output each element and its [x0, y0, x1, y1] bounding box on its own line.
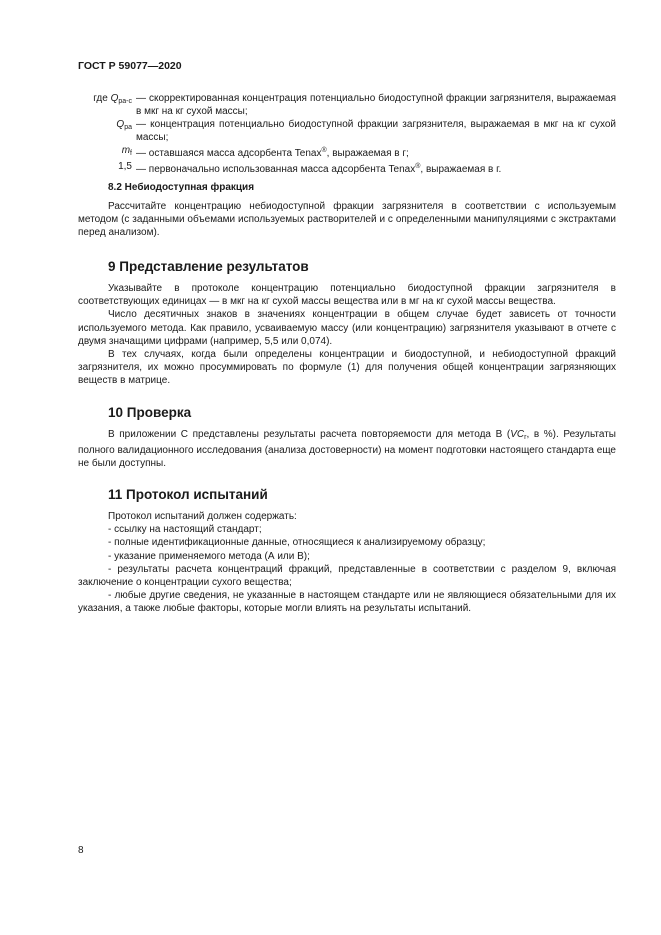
paragraph-part: В приложении С представлены результаты расчета повторяемости для метода В (	[108, 429, 511, 440]
symbol-letter: Q	[116, 119, 125, 130]
section-9-body	[78, 282, 616, 388]
definition-text-part: — оставшаяся масса адсорбента Tenax	[136, 148, 322, 159]
section-10-heading: 10 Проверка	[108, 405, 192, 420]
paragraph: Указывайте в протоколе концентрацию потенциально биодоступной фракции загрязнителя в соответствующих единицах — в мкг на кг сухой массы вещества или в мг на кг сухой массы вещества.	[78, 283, 616, 308]
vc-symbol: VC	[510, 429, 525, 440]
standard-header: ГОСТ Р 59077—2020	[78, 60, 182, 72]
section-8-2-body	[78, 200, 616, 240]
paragraph: Рассчитайте концентрацию небиодоступной фракции загрязнителя в соответствии с используемым методом (с заданными объемами используемых растворителей и с определенными манипуляциями с экстрактами перед анализом).	[78, 201, 616, 239]
definition-item	[78, 144, 616, 160]
definition-item	[78, 92, 616, 118]
definition-symbol	[78, 144, 136, 160]
definition-text-part: , выражаемая в г;	[326, 148, 409, 159]
symbol-subscript: f	[130, 150, 132, 157]
paragraph: В тех случаях, когда были определены концентрации и биодоступной, и небиодоступной фракций загрязнителя, их можно просуммировать по формуле (1) для получения общей концентрации загрязняющих веществ в матрице.	[78, 349, 616, 387]
definition-text-part: , выражаемая в г.	[420, 164, 502, 175]
registered-mark: ®	[415, 163, 421, 170]
list-intro: Протокол испытаний должен содержать:	[108, 511, 297, 522]
definition-text-part: — первоначально использованная масса адсорбента Tenax	[136, 164, 416, 175]
section-8-2-heading: 8.2 Небиодоступная фракция	[108, 182, 255, 193]
definition-symbol	[78, 92, 136, 118]
definition-text: — скорректированная концентрация потенциально биодоступной фракции загрязнителя, выражаемая в мкг на кг сухой массы;	[136, 93, 616, 117]
paragraph-part: , в %). Результаты полного валидационного исследования (анализа достоверности) на момент подготовки настоящего стандарта еще не были доступны.	[78, 429, 616, 470]
section-11-heading: 11 Протокол испытаний	[108, 487, 268, 502]
paragraph: Число десятичных знаков в значениях концентрации в общем случае будет зависеть от точности используемого метода. Как правило, усваиваемую массу (или концентрацию) загрязнителя указывают в отчете с двумя значащими цифрами (например, 5,5 или 0,074).	[78, 309, 616, 347]
definitions-list	[78, 92, 616, 176]
page-number: 8	[78, 845, 84, 856]
list-item: - результаты расчета концентраций фракций, представленные в соответствии с разделом 9, включая заключение о концентрации сухого вещества;	[78, 563, 616, 589]
list-item: - ссылку на настоящий стандарт;	[108, 524, 262, 536]
registered-mark: ®	[321, 147, 327, 154]
definition-text: — концентрация потенциально биодоступной фракции загрязнителя, выражаемая в мкг на кг сухой массы;	[136, 119, 616, 143]
paragraph	[78, 428, 616, 471]
section-9-heading: 9 Представление результатов	[108, 259, 309, 274]
definition-symbol	[78, 118, 136, 144]
definition-text	[136, 160, 616, 176]
definition-item	[78, 118, 616, 144]
list-item: - полные идентификационные данные, относящиеся к анализируемому образцу;	[108, 537, 486, 549]
definition-text	[136, 144, 616, 160]
definition-item	[78, 160, 616, 176]
list-item: - указание применяемого метода (А или В);	[108, 550, 310, 562]
symbol-subscript: ра	[124, 124, 132, 131]
symbol-letter: m	[121, 145, 131, 156]
symbol-number: 1,5	[118, 161, 132, 172]
definition-prefix: где	[93, 93, 111, 104]
definition-symbol	[78, 160, 136, 176]
section-11-body	[78, 510, 616, 616]
list-item: - любые другие сведения, не указанные в настоящем стандарте или не являющиеся обязательными для их указания, а также любые факторы, которые могли влиять на результаты испытаний.	[78, 590, 616, 615]
section-10-body	[78, 428, 616, 471]
symbol-subscript: ра-с	[118, 98, 132, 105]
symbol-letter: Q	[110, 93, 119, 104]
vc-subscript: r	[524, 434, 527, 441]
